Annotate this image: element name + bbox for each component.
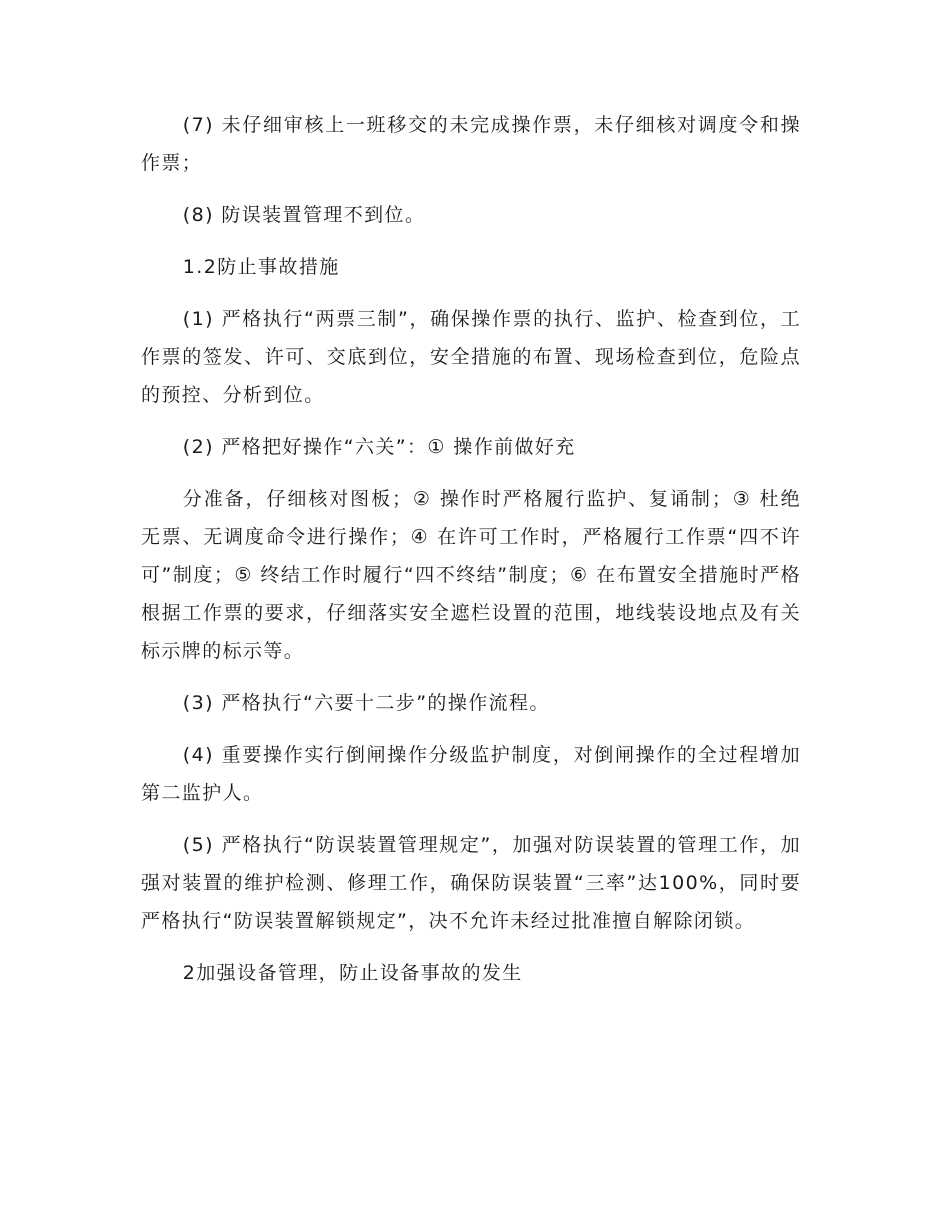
paragraph-item-8: (8) 防误装置管理不到位。 <box>182 204 426 226</box>
section-heading-1-2: 1.2防止事故措施 <box>182 256 340 278</box>
measure-item-2-intro: (2) 严格把好操作“六关”：① 操作前做好充 <box>182 436 576 458</box>
document-body <box>141 106 801 1006</box>
measure-item-3: (3) 严格执行“六要十二步”的操作流程。 <box>182 692 550 714</box>
paragraph-item-7: (7) 未仔细审核上一班移交的未完成操作票，未仔细核对调度令和操作票； <box>141 114 801 174</box>
measure-item-5: (5) 严格执行“防误装置管理规定”，加强对防误装置的管理工作，加强对装置的维护检测、修理工作，确保防误装置“三率”达100%，同时要严格执行“防误装置解锁规定”，决不允许未经过批准擅自解除闭锁。 <box>141 834 801 932</box>
measure-item-1: (1) 严格执行“两票三制”，确保操作票的执行、监护、检查到位，工作票的签发、许可、交底到位，安全措施的布置、现场检查到位，危险点的预控、分析到位。 <box>141 308 801 406</box>
measure-item-2-detail: 分准备，仔细核对图板；② 操作时严格履行监护、复诵制；③ 杜绝无票、无调度命令进行操作；④ 在许可工作时，严格履行工作票“四不许可”制度；⑤ 终结工作时履行“四不终结”制度；⑥ 在布置安全措施时严格根据工作票的要求，仔细落实安全遮栏设置的范围，地线装设地点及有关标示牌的标示等。 <box>141 488 801 662</box>
section-heading-2: 2加强设备管理，防止设备事故的发生 <box>182 962 523 984</box>
measure-item-4: (4) 重要操作实行倒闸操作分级监护制度，对倒闸操作的全过程增加第二监护人。 <box>141 744 801 804</box>
